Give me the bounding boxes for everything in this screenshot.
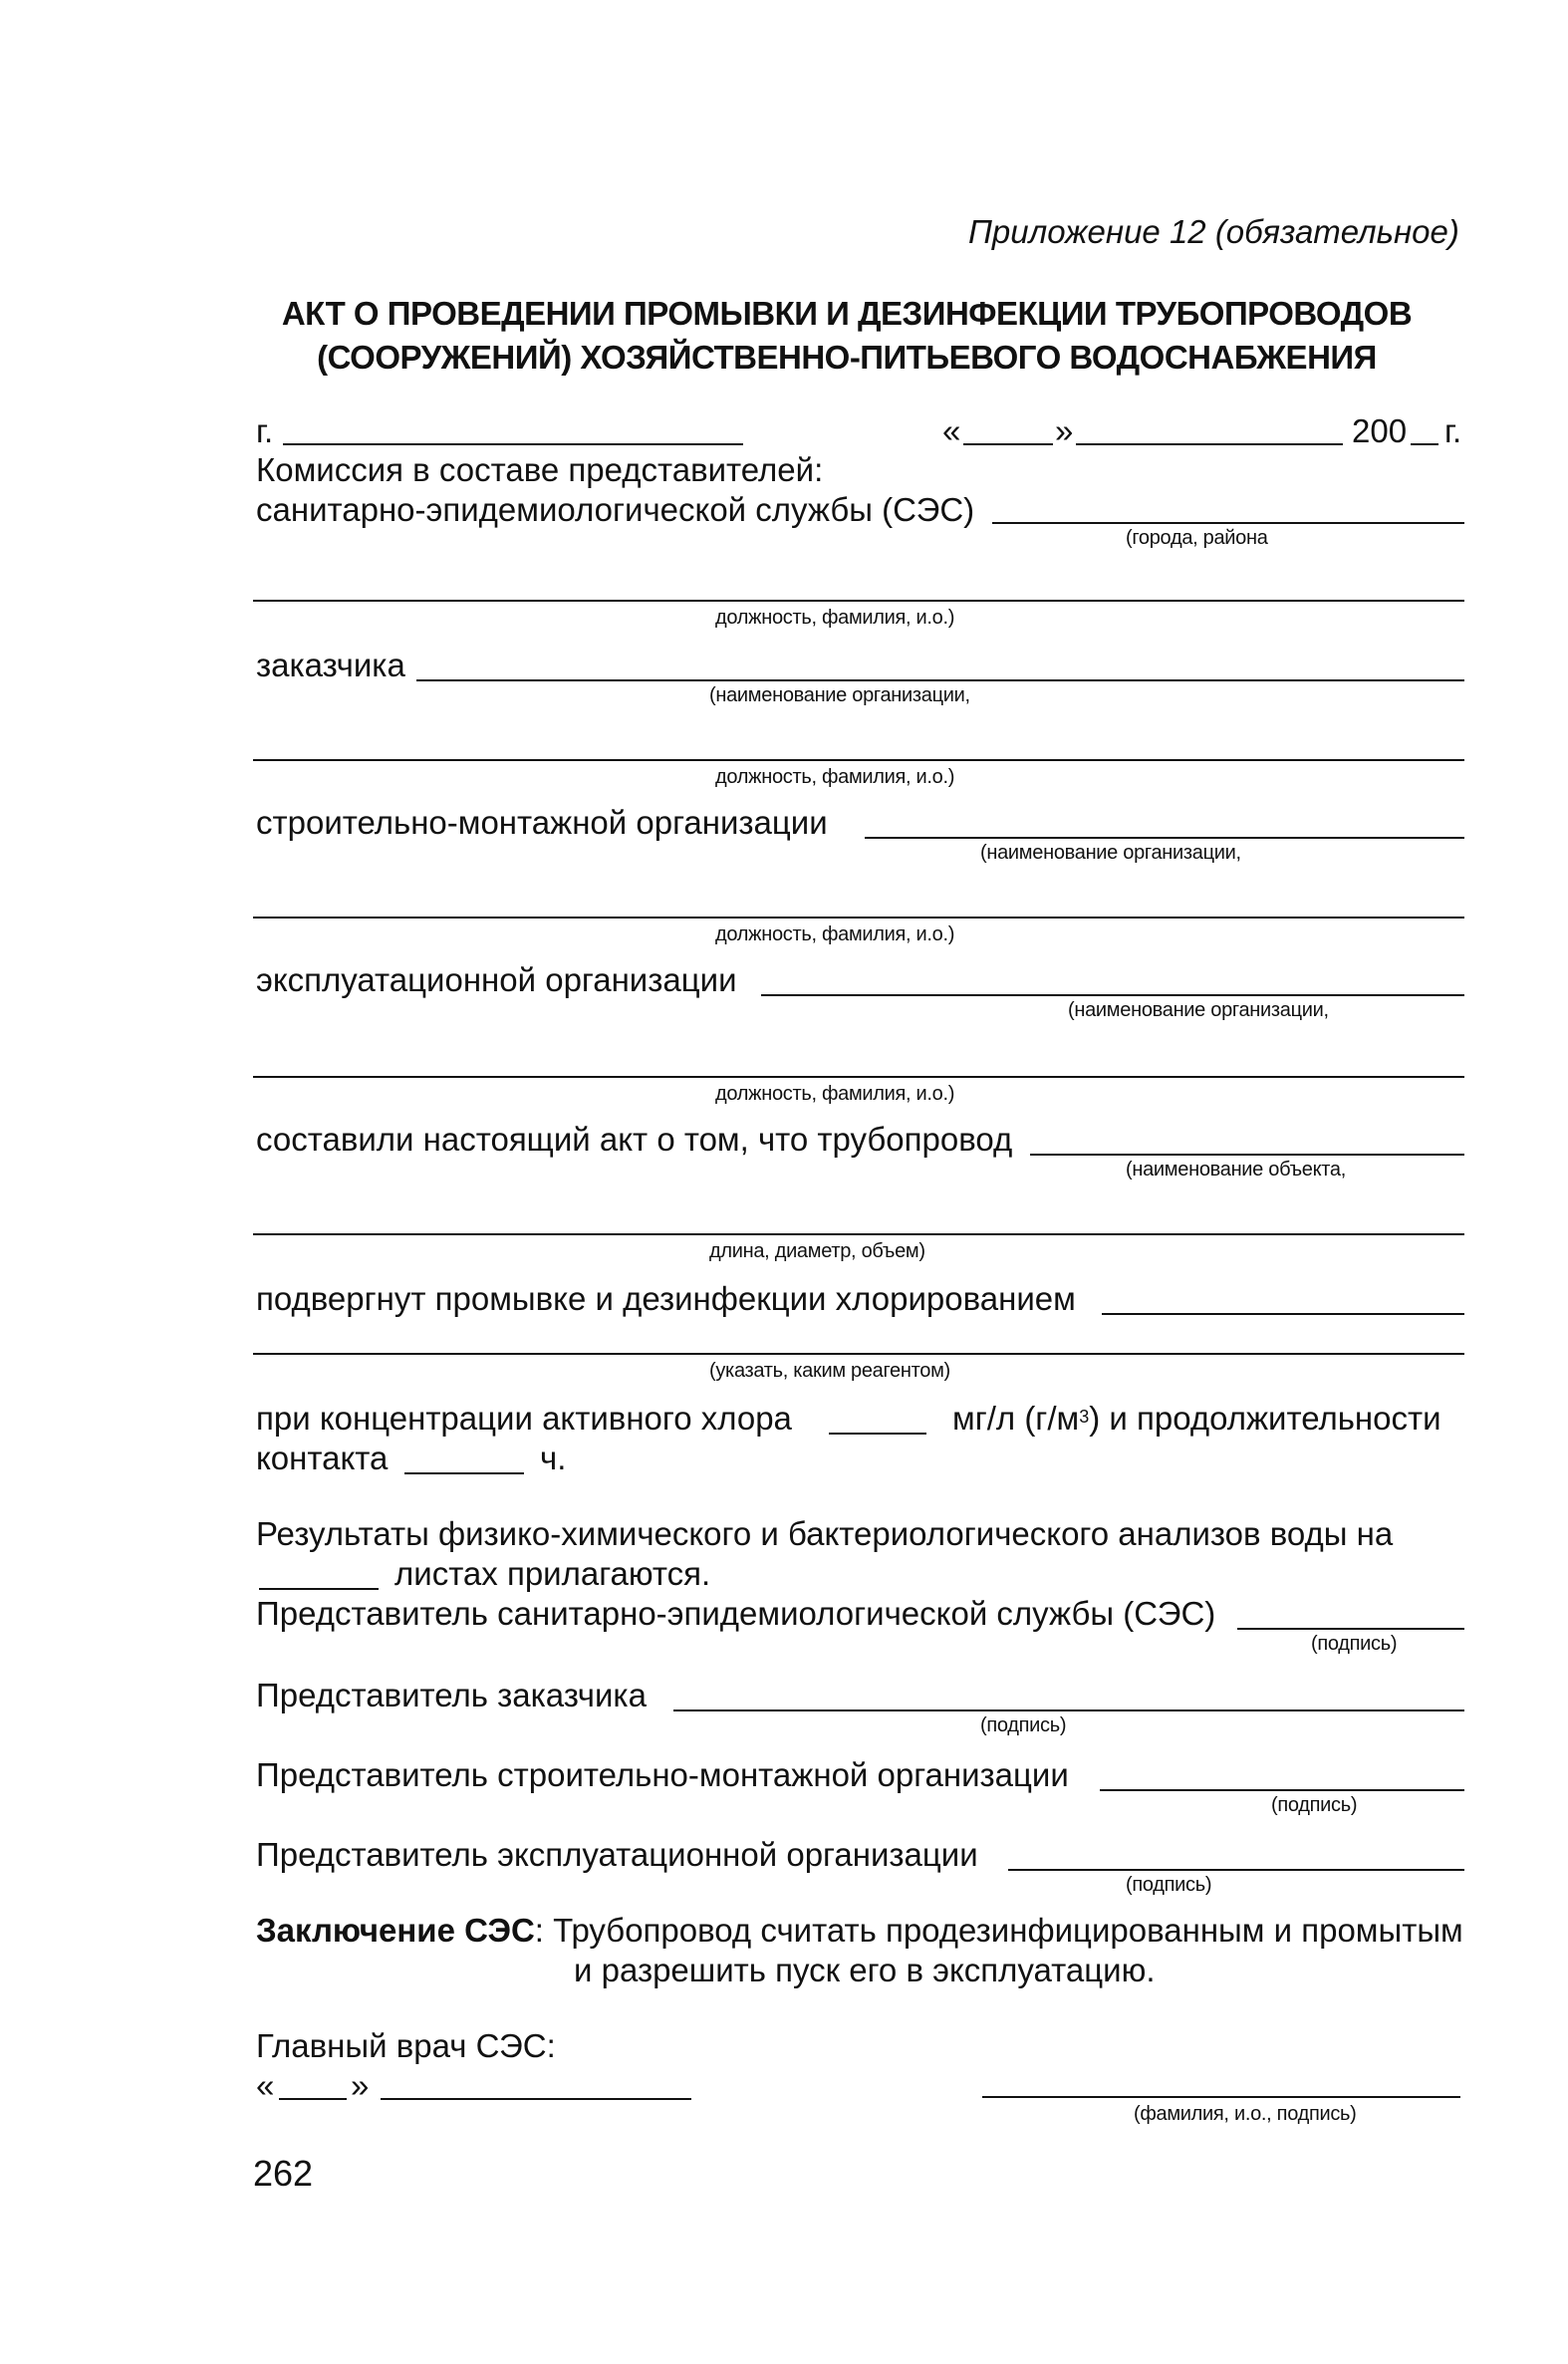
concentration-label: при концентрации активного хлора <box>256 1400 792 1437</box>
construction-rep-label: Представитель строительно-монтажной организации <box>256 1756 1069 1793</box>
operation-rep-line <box>1008 1869 1464 1871</box>
results-line2: листах прилагаются. <box>394 1555 711 1592</box>
ses-rep-line <box>1237 1628 1464 1630</box>
construction-rep-line <box>1100 1789 1464 1791</box>
pipeline-label: составили настоящий акт о том, что трубопровод <box>256 1121 1013 1158</box>
operation-label: эксплуатационной организации <box>256 961 737 998</box>
disinfection-line <box>1102 1313 1464 1315</box>
operation-caption: (наименование организации, <box>1068 999 1329 1021</box>
ses-label: санитарно-эпидемиологической службы (СЭС) <box>256 491 975 528</box>
conclusion-line1: Заключение СЭС: Трубопровод считать продезинфицированным и промытым <box>256 1912 1463 1949</box>
customer-rep-caption: (подпись) <box>980 1714 1067 1736</box>
appendix-label: Приложение 12 (обязательное) <box>968 213 1459 250</box>
pipeline-line <box>1030 1154 1464 1156</box>
pipeline-caption-2: длина, диаметр, объем) <box>709 1240 925 1262</box>
construction-line <box>865 837 1464 839</box>
date-quote-open: « <box>942 412 961 449</box>
disinfection-line-2 <box>253 1353 1464 1355</box>
ses-caption: (города, района <box>1126 527 1268 549</box>
year-line <box>1411 443 1438 445</box>
date-quote-close: » <box>1055 412 1074 449</box>
chief-quote-open: « <box>256 2067 275 2104</box>
customer-caption: (наименование организации, <box>709 684 970 706</box>
results-line1: Результаты физико-химического и бактериологического анализов воды на <box>256 1515 1394 1552</box>
operation-rep-label: Представитель эксплуатационной организации <box>256 1836 978 1873</box>
customer-rep-label: Представитель заказчика <box>256 1677 647 1713</box>
concentration-line <box>829 1433 926 1435</box>
customer-caption-2: должность, фамилия, и.о.) <box>715 766 955 788</box>
ses-line-2 <box>253 600 1464 602</box>
construction-label: строительно-монтажной организации <box>256 804 828 841</box>
conclusion-line2: и разрешить пуск его в эксплуатацию. <box>574 1952 1156 1988</box>
date-day-line <box>963 443 1053 445</box>
construction-line-2 <box>253 917 1464 919</box>
construction-caption-2: должность, фамилия, и.о.) <box>715 923 955 945</box>
city-line <box>283 443 743 445</box>
chief-day-line <box>279 2098 347 2100</box>
operation-line-2 <box>253 1076 1464 1078</box>
contact-unit: ч. <box>540 1440 567 1476</box>
pipeline-caption: (наименование объекта, <box>1126 1159 1346 1181</box>
customer-line-2 <box>253 759 1464 761</box>
chief-quote-close: » <box>351 2067 370 2104</box>
ses-rep-caption: (подпись) <box>1311 1633 1398 1655</box>
concentration-units: мг/л $(г/м^3)$ и продолжительности <box>952 1400 1441 1437</box>
year-prefix: 200 <box>1352 412 1408 449</box>
disinfection-label: подвергнут промывке и дезинфекции хлорированием <box>256 1280 1076 1317</box>
chief-caption: (фамилия, и.о., подпись) <box>1134 2103 1357 2125</box>
operation-caption-2: должность, фамилия, и.о.) <box>715 1083 955 1105</box>
operation-rep-caption: (подпись) <box>1126 1874 1212 1896</box>
chief-month-line <box>381 2098 691 2100</box>
customer-label: заказчика <box>256 647 405 683</box>
date-month-line <box>1076 443 1343 445</box>
pipeline-line-2 <box>253 1233 1464 1235</box>
page-number: 262 <box>253 2153 314 2194</box>
construction-rep-caption: (подпись) <box>1271 1794 1358 1816</box>
document-title-line2: (СООРУЖЕНИЙ) ХОЗЯЙСТВЕННО-ПИТЬЕВОГО ВОДОСНАБЖЕНИЯ <box>317 339 1377 376</box>
document-title-line1: АКТ О ПРОВЕДЕНИИ ПРОМЫВКИ И ДЕЗИНФЕКЦИИ ТРУБОПРОВОДОВ <box>281 295 1413 332</box>
ses-line <box>992 522 1464 524</box>
year-suffix: г. <box>1444 412 1462 449</box>
customer-rep-line <box>673 1709 1464 1711</box>
contact-line <box>404 1472 524 1474</box>
results-sheets-line <box>259 1588 379 1590</box>
ses-rep-label: Представитель санитарно-эпидемиологической службы (СЭС) <box>256 1595 1216 1632</box>
city-prefix: г. <box>256 412 274 449</box>
disinfection-caption: (указать, каким реагентом) <box>709 1360 950 1382</box>
commission-intro: Комиссия в составе представителей: <box>256 451 824 488</box>
ses-caption-2: должность, фамилия, и.о.) <box>715 607 955 629</box>
chief-signature-line <box>982 2096 1460 2098</box>
chief-label: Главный врач СЭС: <box>256 2027 556 2064</box>
operation-line <box>761 994 1464 996</box>
customer-line <box>416 679 1464 681</box>
construction-caption: (наименование организации, <box>980 842 1241 864</box>
contact-label: контакта <box>256 1440 389 1476</box>
